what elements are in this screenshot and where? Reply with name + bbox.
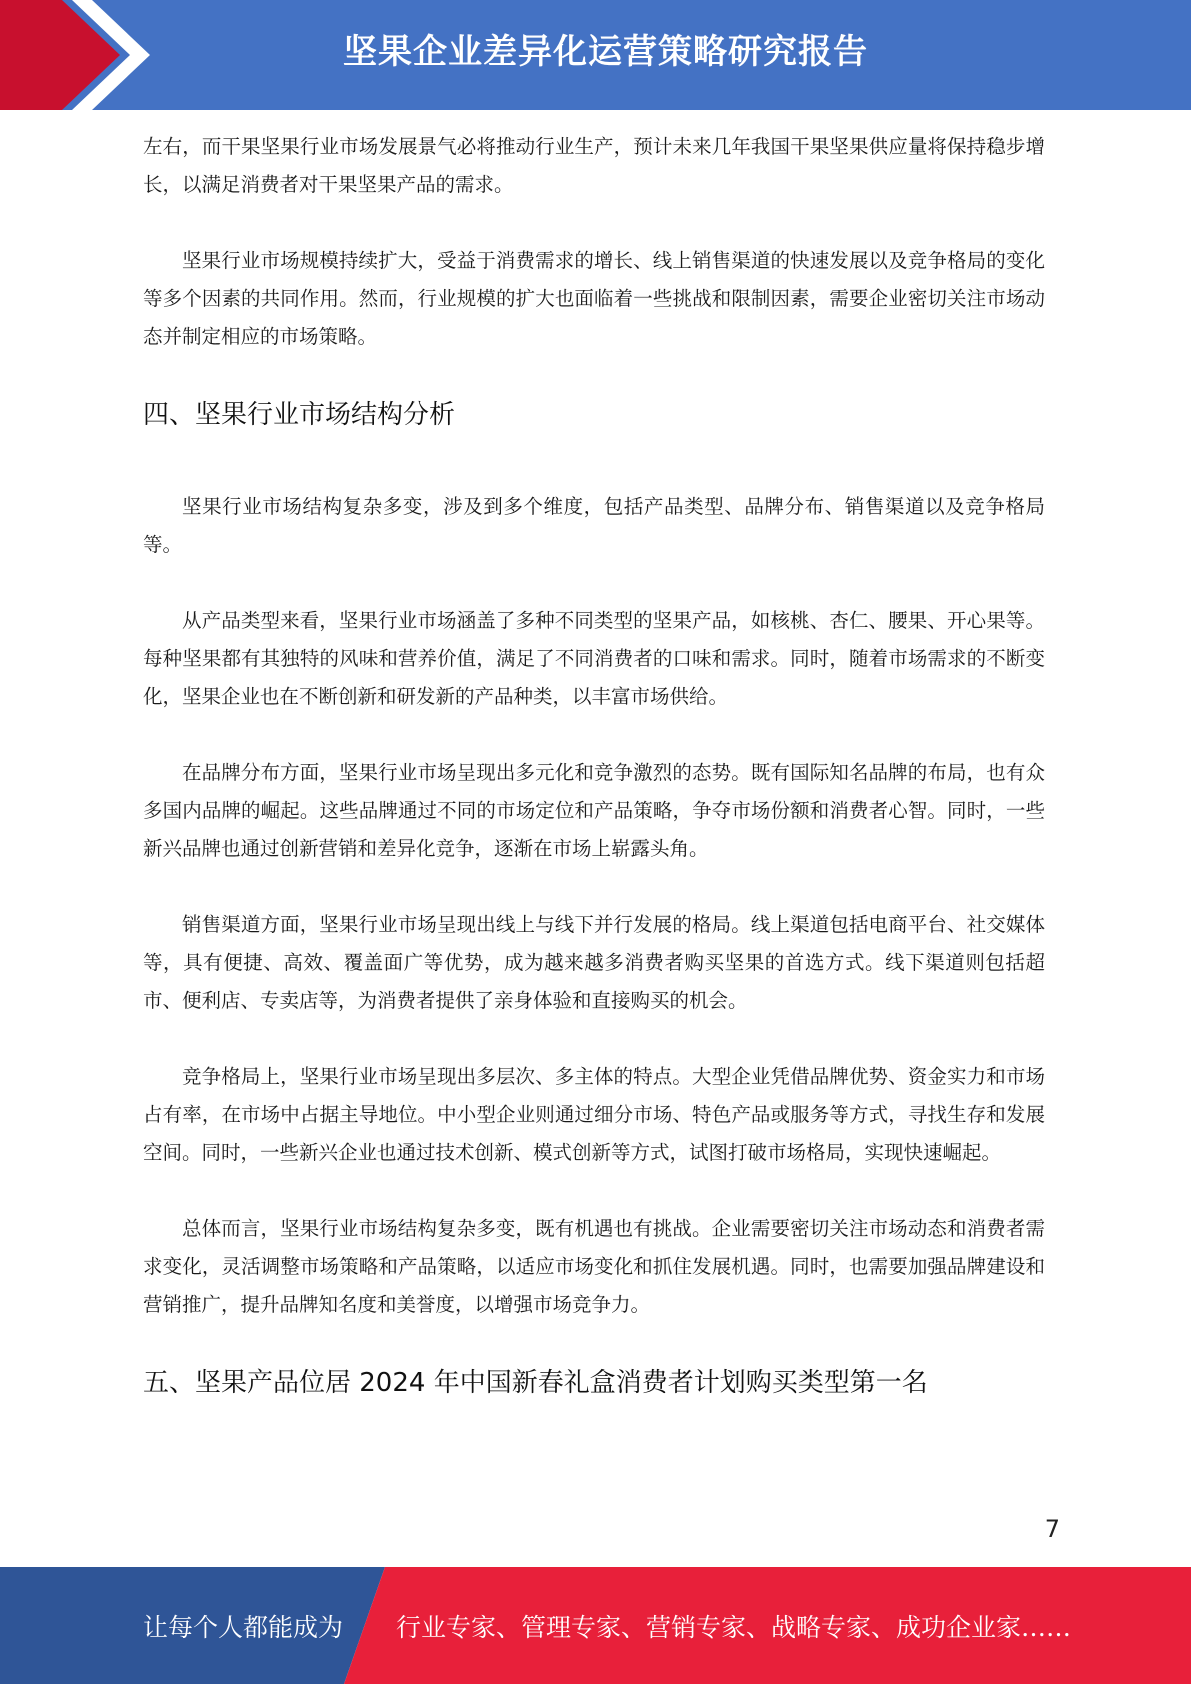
header-arrow-decoration bbox=[0, 0, 160, 110]
page-number: 7 bbox=[1044, 1515, 1060, 1543]
paragraph-continuation: 左右，而干果坚果行业市场发展景气必将推动行业生产，预计未来几年我国干果坚果供应量将保持稳步增长，以满足消费者对干果坚果产品的需求。 bbox=[143, 135, 1045, 196]
paragraph-brand-distribution: 在品牌分布方面，坚果行业市场呈现出多元化和竞争激烈的态势。既有国际知名品牌的布局，也有众多国内品牌的崛起。这些品牌通过不同的市场定位和产品策略，争夺市场份额和消费者心智。同时，一些新兴品牌也通过创新营销和差异化竞争，逐渐在市场上崭露头角。 bbox=[143, 761, 1045, 860]
paragraph-market-scale: 坚果行业市场规模持续扩大，受益于消费需求的增长、线上销售渠道的快速发展以及竞争格局的变化等多个因素的共同作用。然而，行业规模的扩大也面临着一些挑战和限制因素，需要企业密切关注市场动态并制定相应的市场策略。 bbox=[143, 249, 1045, 348]
page-footer bbox=[0, 1567, 1191, 1684]
footer-slogan-left: 让每个人都能成为 bbox=[143, 1613, 344, 1642]
footer-slogan-right: 行业专家、管理专家、营销专家、战略专家、成功企业家…… bbox=[396, 1613, 1072, 1642]
page-header bbox=[0, 0, 1191, 110]
paragraph-competition: 竞争格局上，坚果行业市场呈现出多层次、多主体的特点。大型企业凭借品牌优势、资金实力和市场占有率，在市场中占据主导地位。中小型企业则通过细分市场、特色产品或服务等方式，寻找生存和发展空间。同时，一些新兴企业也通过技术创新、模式创新等方式，试图打破市场格局，实现快速崛起。 bbox=[143, 1065, 1045, 1164]
paragraph-product-types: 从产品类型来看，坚果行业市场涵盖了多种不同类型的坚果产品，如核桃、杏仁、腰果、开心果等。每种坚果都有其独特的风味和营养价值，满足了不同消费者的口味和需求。同时，随着市场需求的不断变化，坚果企业也在不断创新和研发新的产品种类，以丰富市场供给。 bbox=[143, 609, 1045, 708]
document-body bbox=[143, 128, 1045, 1408]
section-heading-5: 五、坚果产品位居 2024 年中国新春礼盒消费者计划购买类型第一名 bbox=[143, 1368, 928, 1398]
report-title: 坚果企业差异化运营策略研究报告 bbox=[343, 32, 868, 72]
section-heading-4: 四、坚果行业市场结构分析 bbox=[143, 400, 456, 430]
paragraph-summary: 总体而言，坚果行业市场结构复杂多变，既有机遇也有挑战。企业需要密切关注市场动态和消费者需求变化，灵活调整市场策略和产品策略，以适应市场变化和抓住发展机遇。同时，也需要加强品牌建设和营销推广，提升品牌知名度和美誉度，以增强市场竞争力。 bbox=[143, 1217, 1045, 1316]
paragraph-sales-channels: 销售渠道方面，坚果行业市场呈现出线上与线下并行发展的格局。线上渠道包括电商平台、社交媒体等，具有便捷、高效、覆盖面广等优势，成为越来越多消费者购买坚果的首选方式。线下渠道则包括超市、便利店、专卖店等，为消费者提供了亲身体验和直接购买的机会。 bbox=[143, 913, 1045, 1012]
paragraph-structure-intro: 坚果行业市场结构复杂多变，涉及到多个维度，包括产品类型、品牌分布、销售渠道以及竞争格局等。 bbox=[143, 495, 1045, 556]
